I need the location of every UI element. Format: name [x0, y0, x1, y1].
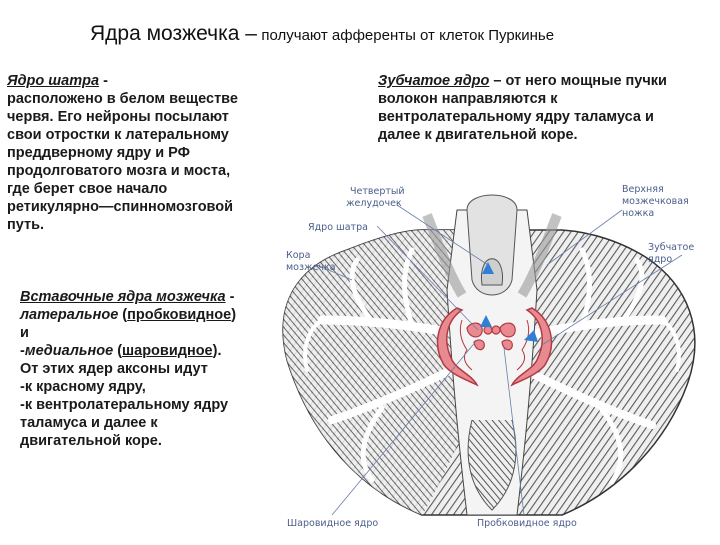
- label-upper-peduncle-2: мозжечковая: [622, 196, 689, 207]
- label-cortex-2: мозжечка: [286, 262, 336, 273]
- label-upper-peduncle-3: ножка: [622, 208, 655, 219]
- interposed-nuclei-text: Вставочные ядра мозжечка - латеральное (пробковидное) и -медиальное (шаровидное). От этих ядер аксоны идут -к красному ядру, -к вентролатеральному ядру таламуса и далее к двигательной коре.: [20, 289, 237, 449]
- label-dentate-2: ядро: [648, 254, 673, 265]
- label-cortex-1: Кора: [286, 250, 311, 261]
- cerebellum-section-figure: [262, 170, 720, 540]
- tent-nucleus-term: Ядро шатра: [7, 73, 100, 89]
- label-emboliform: Пробковидное ядро: [477, 518, 577, 529]
- label-globose: Шаровидное ядро: [287, 518, 379, 529]
- label-upper-peduncle-1: Верхняя: [622, 184, 664, 195]
- dentate-nucleus-term: Зубчатое ядро: [378, 73, 490, 89]
- label-dentate-1: Зубчатое: [648, 242, 695, 253]
- tent-nucleus-text: Ядро шатра - расположено в белом веществе червя. Его нейроны посылают свои отростки к латеральному преддверному ядру и РФ продолговатого мозга и моста, где берет свое начало ретикулярно—спинномозговой путь.: [7, 73, 238, 233]
- cerebellum-illustration: [262, 170, 720, 540]
- label-fourth-ventricle-1: Четвертый: [350, 186, 405, 197]
- label-tent-nucleus: Ядро шатра: [308, 222, 368, 233]
- title-subtitle: получают афференты от клеток Пуркинье: [261, 27, 555, 44]
- slide-title: [90, 22, 554, 46]
- label-fourth-ventricle-2: желудочек: [346, 198, 402, 209]
- dentate-nucleus-text: Зубчатое ядро – от него мощные пучки волокон направляются к вентролатеральному ядру таламуса и далее к двигательной коре.: [378, 73, 667, 143]
- title-main: Ядра мозжечка –: [90, 22, 257, 45]
- interposed-nuclei-term: Вставочные ядра мозжечка: [20, 289, 226, 305]
